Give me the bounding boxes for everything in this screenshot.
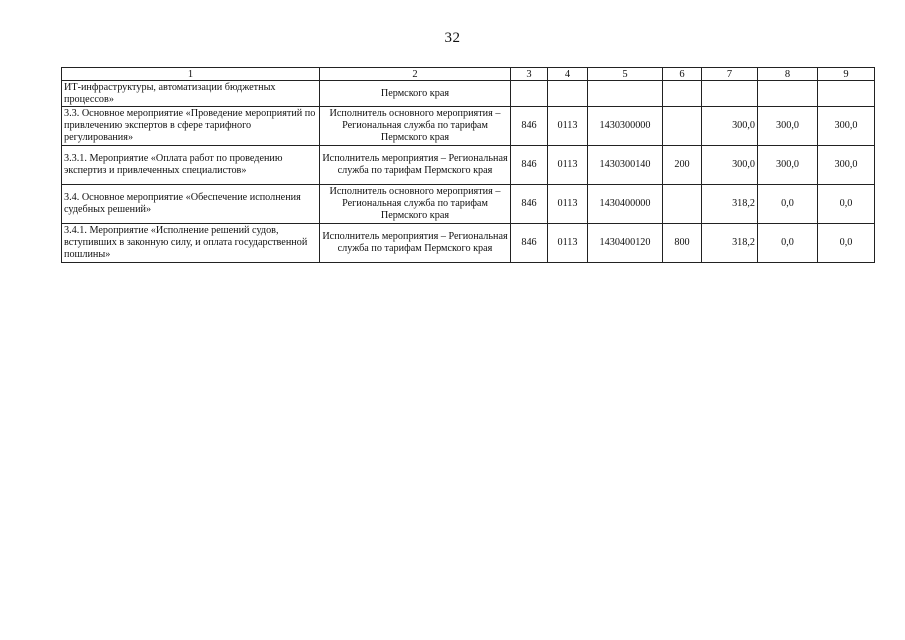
- executor-cell: Исполнитель основного мероприятия – Региональная служба по тарифам Пермского края: [320, 107, 511, 146]
- column-header: 1: [62, 68, 320, 81]
- executor-cell: Исполнитель основного мероприятия – Региональная служба по тарифам Пермского края: [320, 185, 511, 224]
- target-article-cell: 1430400120: [588, 224, 663, 263]
- budget-table: [61, 67, 875, 263]
- admin-code-cell: [511, 81, 548, 107]
- admin-code-cell: 846: [511, 146, 548, 185]
- amount-cell: 300,0: [818, 107, 875, 146]
- amount-cell: 300,0: [758, 107, 818, 146]
- section-code-cell: 0113: [548, 107, 588, 146]
- target-article-cell: 1430300140: [588, 146, 663, 185]
- amount-cell: 300,0: [758, 146, 818, 185]
- activity-name-cell: 3.3.1. Мероприятие «Оплата работ по проведению экспертиз и привлеченных специалистов»: [62, 146, 320, 185]
- expense-type-cell: [663, 185, 702, 224]
- amount-cell: 300,0: [702, 107, 758, 146]
- amount-cell: 300,0: [702, 146, 758, 185]
- activity-name-cell: 3.3. Основное мероприятие «Проведение мероприятий по привлечению экспертов в сфере тарифного регулирования»: [62, 107, 320, 146]
- column-header: 7: [702, 68, 758, 81]
- column-header: 8: [758, 68, 818, 81]
- amount-cell: 300,0: [818, 146, 875, 185]
- section-code-cell: [548, 81, 588, 107]
- target-article-cell: 1430300000: [588, 107, 663, 146]
- executor-cell: Исполнитель мероприятия – Региональная служба по тарифам Пермского края: [320, 224, 511, 263]
- page-number: 32: [444, 30, 461, 46]
- table-row: [62, 224, 875, 263]
- amount-cell: 318,2: [702, 185, 758, 224]
- column-header: 4: [548, 68, 588, 81]
- table-row: [62, 107, 875, 146]
- column-header: 3: [511, 68, 548, 81]
- admin-code-cell: 846: [511, 185, 548, 224]
- amount-cell: 0,0: [758, 185, 818, 224]
- table-row: [62, 185, 875, 224]
- column-header: 9: [818, 68, 875, 81]
- activity-name-cell: 3.4. Основное мероприятие «Обеспечение исполнения судебных решений»: [62, 185, 320, 224]
- executor-cell: Пермского края: [320, 81, 511, 107]
- expense-type-cell: [663, 81, 702, 107]
- target-article-cell: 1430400000: [588, 185, 663, 224]
- expense-type-cell: 800: [663, 224, 702, 263]
- expense-type-cell: 200: [663, 146, 702, 185]
- admin-code-cell: 846: [511, 224, 548, 263]
- amount-cell: 318,2: [702, 224, 758, 263]
- amount-cell: 0,0: [758, 224, 818, 263]
- amount-cell: 0,0: [818, 185, 875, 224]
- column-header: 2: [320, 68, 511, 81]
- column-header: 5: [588, 68, 663, 81]
- amount-cell: [758, 81, 818, 107]
- executor-cell: Исполнитель мероприятия – Региональная служба по тарифам Пермского края: [320, 146, 511, 185]
- table-row: [62, 81, 875, 107]
- section-code-cell: 0113: [548, 146, 588, 185]
- section-code-cell: 0113: [548, 185, 588, 224]
- admin-code-cell: 846: [511, 107, 548, 146]
- activity-name-cell: 3.4.1. Мероприятие «Исполнение решений судов, вступивших в законную силу, и оплата государственной пошлины»: [62, 224, 320, 263]
- table-header-row: [62, 68, 875, 81]
- section-code-cell: 0113: [548, 224, 588, 263]
- expense-type-cell: [663, 107, 702, 146]
- activity-name-cell: ИТ-инфраструктуры, автоматизации бюджетных процессов»: [62, 81, 320, 107]
- table-row: [62, 146, 875, 185]
- amount-cell: [818, 81, 875, 107]
- amount-cell: 0,0: [818, 224, 875, 263]
- amount-cell: [702, 81, 758, 107]
- target-article-cell: [588, 81, 663, 107]
- column-header: 6: [663, 68, 702, 81]
